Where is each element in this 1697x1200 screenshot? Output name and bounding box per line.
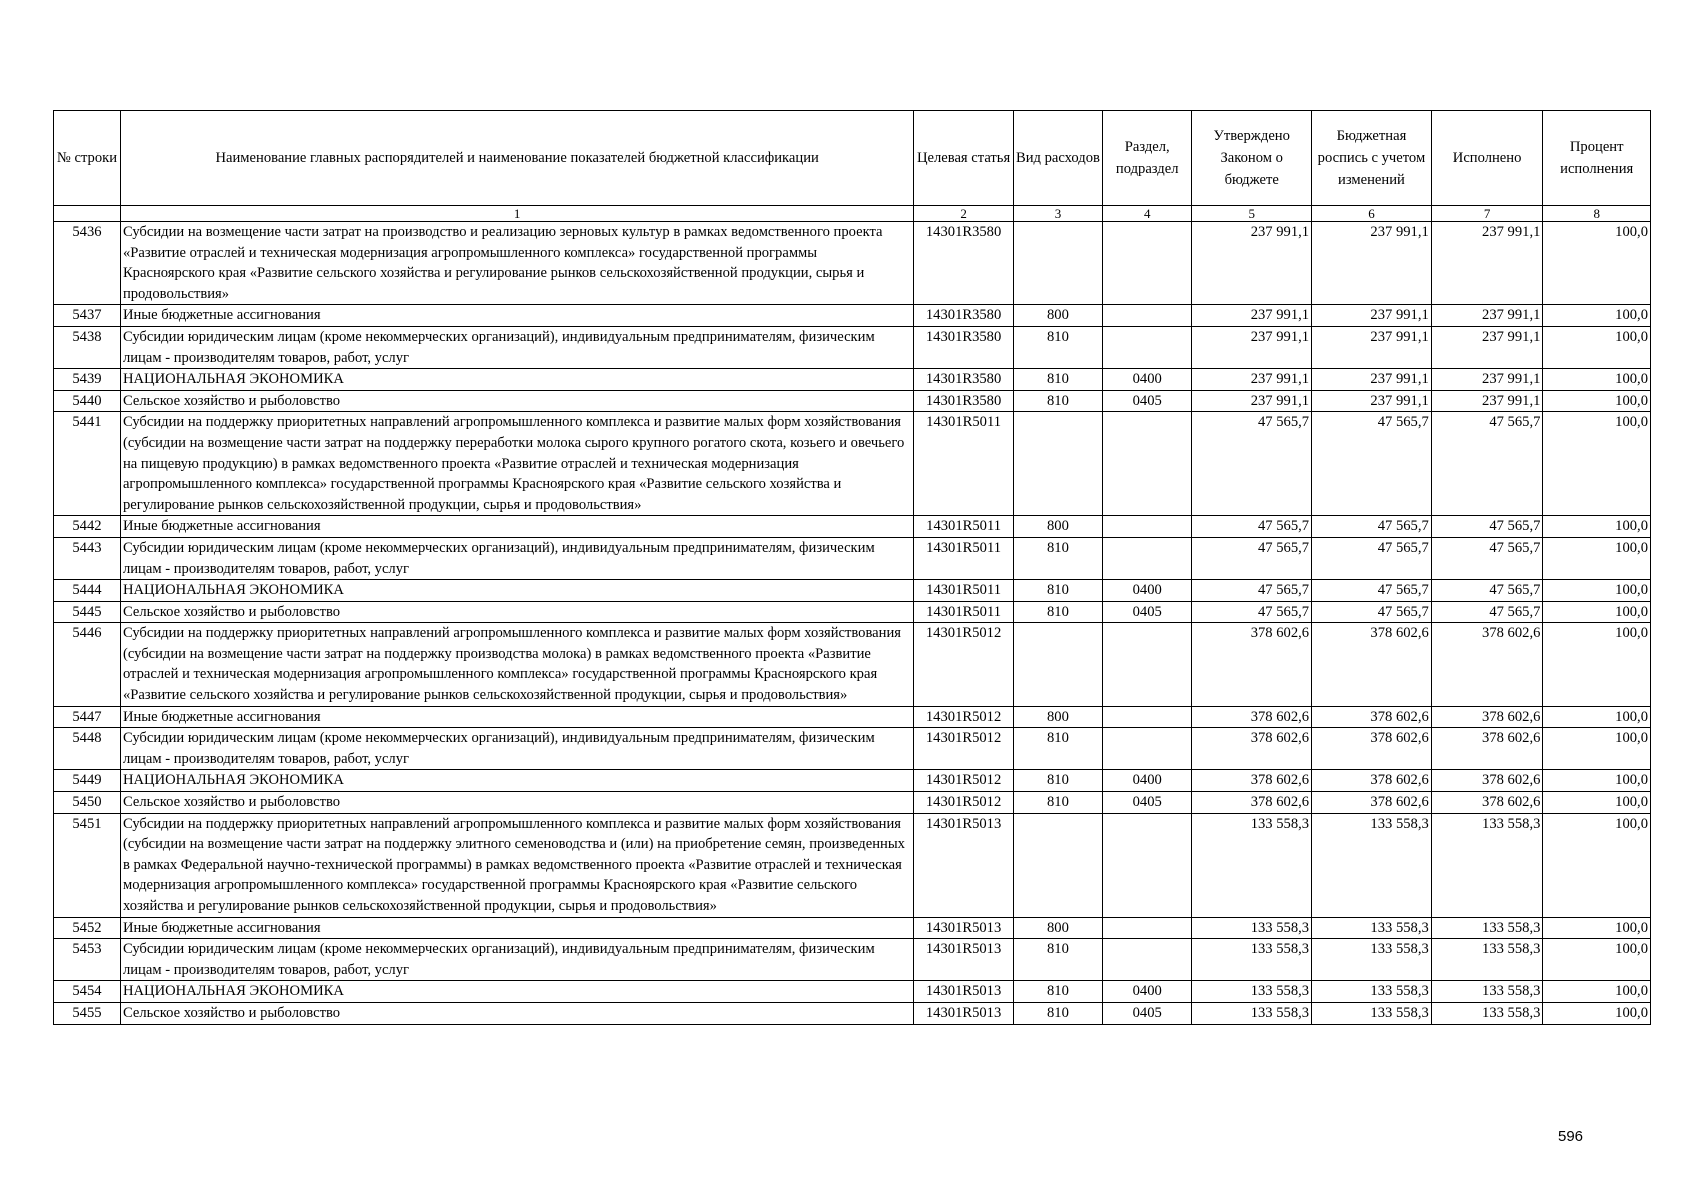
target-article-cell: 14301R5011: [914, 537, 1013, 579]
executed-amount-cell: 47 565,7: [1431, 537, 1543, 579]
row-number-cell: 5444: [54, 580, 121, 602]
percent-cell: 100,0: [1543, 390, 1651, 412]
target-article-cell: 14301R5012: [914, 706, 1013, 728]
target-article-cell: 14301R5011: [914, 516, 1013, 538]
budget-list-amount-cell: 237 991,1: [1312, 369, 1432, 391]
header-percent: Процент исполнения: [1543, 111, 1651, 206]
percent-cell: 100,0: [1543, 1002, 1651, 1024]
expense-kind-cell: [1013, 813, 1102, 917]
table-row: [54, 580, 1651, 602]
column-number: 3: [1013, 206, 1102, 222]
executed-amount-cell: 237 991,1: [1431, 305, 1543, 327]
budget-list-amount-cell: 378 602,6: [1312, 728, 1432, 770]
row-name-cell: Субсидии юридическим лицам (кроме некоммерческих организаций), индивидуальным предпринимателям, физическим лицам - производителям товаров, работ, услуг: [120, 728, 913, 770]
section-cell: [1103, 516, 1192, 538]
approved-amount-cell: 47 565,7: [1192, 412, 1312, 516]
expense-kind-cell: 810: [1013, 326, 1102, 368]
budget-list-amount-cell: 133 558,3: [1312, 939, 1432, 981]
column-number: 2: [914, 206, 1013, 222]
header-expense-kind: Вид расходов: [1013, 111, 1102, 206]
executed-amount-cell: 47 565,7: [1431, 516, 1543, 538]
expense-kind-cell: 810: [1013, 390, 1102, 412]
section-cell: 0405: [1103, 1002, 1192, 1024]
row-number-cell: 5450: [54, 792, 121, 814]
column-number: 4: [1103, 206, 1192, 222]
approved-amount-cell: 378 602,6: [1192, 792, 1312, 814]
executed-amount-cell: 378 602,6: [1431, 623, 1543, 706]
percent-cell: 100,0: [1543, 939, 1651, 981]
row-number-cell: 5436: [54, 222, 121, 305]
row-name-cell: Иные бюджетные ассигнования: [120, 706, 913, 728]
percent-cell: 100,0: [1543, 917, 1651, 939]
section-cell: 0400: [1103, 580, 1192, 602]
expense-kind-cell: 810: [1013, 580, 1102, 602]
approved-amount-cell: 237 991,1: [1192, 305, 1312, 327]
executed-amount-cell: 378 602,6: [1431, 706, 1543, 728]
budget-list-amount-cell: 237 991,1: [1312, 390, 1432, 412]
approved-amount-cell: 133 558,3: [1192, 939, 1312, 981]
expense-kind-cell: 810: [1013, 939, 1102, 981]
executed-amount-cell: 378 602,6: [1431, 770, 1543, 792]
percent-cell: 100,0: [1543, 981, 1651, 1003]
budget-list-amount-cell: 47 565,7: [1312, 537, 1432, 579]
section-cell: 0400: [1103, 770, 1192, 792]
section-cell: 0400: [1103, 981, 1192, 1003]
approved-amount-cell: 237 991,1: [1192, 369, 1312, 391]
row-number-cell: 5447: [54, 706, 121, 728]
approved-amount-cell: 378 602,6: [1192, 728, 1312, 770]
row-name-cell: НАЦИОНАЛЬНАЯ ЭКОНОМИКА: [120, 770, 913, 792]
target-article-cell: 14301R3580: [914, 305, 1013, 327]
target-article-cell: 14301R3580: [914, 390, 1013, 412]
table-row: [54, 792, 1651, 814]
executed-amount-cell: 378 602,6: [1431, 728, 1543, 770]
section-cell: 0400: [1103, 369, 1192, 391]
expense-kind-cell: 810: [1013, 792, 1102, 814]
row-name-cell: НАЦИОНАЛЬНАЯ ЭКОНОМИКА: [120, 981, 913, 1003]
page-number: 596: [1558, 1128, 1584, 1145]
row-number-cell: 5452: [54, 917, 121, 939]
table-row: [54, 537, 1651, 579]
executed-amount-cell: 378 602,6: [1431, 792, 1543, 814]
approved-amount-cell: 47 565,7: [1192, 537, 1312, 579]
approved-amount-cell: 47 565,7: [1192, 516, 1312, 538]
column-number: 5: [1192, 206, 1312, 222]
executed-amount-cell: 47 565,7: [1431, 580, 1543, 602]
budget-list-amount-cell: 47 565,7: [1312, 412, 1432, 516]
header-section: Раздел, подраздел: [1103, 111, 1192, 206]
column-number: 7: [1431, 206, 1543, 222]
percent-cell: 100,0: [1543, 813, 1651, 917]
row-number-cell: 5448: [54, 728, 121, 770]
section-cell: [1103, 222, 1192, 305]
table-row: [54, 601, 1651, 623]
table-row: [54, 1002, 1651, 1024]
budget-list-amount-cell: 378 602,6: [1312, 706, 1432, 728]
table-row: [54, 305, 1651, 327]
section-cell: [1103, 917, 1192, 939]
table-row: [54, 516, 1651, 538]
executed-amount-cell: 237 991,1: [1431, 390, 1543, 412]
row-number-cell: 5455: [54, 1002, 121, 1024]
approved-amount-cell: 133 558,3: [1192, 1002, 1312, 1024]
expense-kind-cell: 800: [1013, 305, 1102, 327]
executed-amount-cell: 47 565,7: [1431, 601, 1543, 623]
table-row: [54, 326, 1651, 368]
header-name: Наименование главных распорядителей и наименование показателей бюджетной классификации: [120, 111, 913, 206]
row-number-cell: 5445: [54, 601, 121, 623]
approved-amount-cell: 47 565,7: [1192, 601, 1312, 623]
row-name-cell: Субсидии юридическим лицам (кроме некоммерческих организаций), индивидуальным предпринимателям, физическим лицам - производителям товаров, работ, услуг: [120, 326, 913, 368]
executed-amount-cell: 47 565,7: [1431, 412, 1543, 516]
column-number: 6: [1312, 206, 1432, 222]
section-cell: 0405: [1103, 390, 1192, 412]
approved-amount-cell: 133 558,3: [1192, 981, 1312, 1003]
percent-cell: 100,0: [1543, 580, 1651, 602]
column-number: 1: [120, 206, 913, 222]
budget-list-amount-cell: 47 565,7: [1312, 516, 1432, 538]
header-row-number: № строки: [54, 111, 121, 206]
table-row: [54, 706, 1651, 728]
row-number-cell: 5440: [54, 390, 121, 412]
budget-list-amount-cell: 133 558,3: [1312, 1002, 1432, 1024]
target-article-cell: 14301R5013: [914, 813, 1013, 917]
column-number-row: [54, 206, 1651, 222]
header-row: [54, 111, 1651, 206]
expense-kind-cell: 810: [1013, 601, 1102, 623]
executed-amount-cell: 237 991,1: [1431, 369, 1543, 391]
row-name-cell: Субсидии на поддержку приоритетных направлений агропромышленного комплекса и развитие малых форм хозяйствования (субсидии на возмещение части затрат на поддержку элитного семеноводства и (или) на приобретение семян, произведенных в рамках Федеральной научно-технической программы) в рамках ведомственного проекта «Развитие отраслей и техническая модернизация агропромышленного комплекса» государственной программы Красноярского края «Развитие сельского хозяйства и регулирование рынков сельскохозяйственной продукции, сырья и продовольствия»: [120, 813, 913, 917]
expense-kind-cell: 810: [1013, 728, 1102, 770]
row-name-cell: Сельское хозяйство и рыболовство: [120, 601, 913, 623]
row-number-cell: 5441: [54, 412, 121, 516]
approved-amount-cell: 47 565,7: [1192, 580, 1312, 602]
row-name-cell: Субсидии на возмещение части затрат на производство и реализацию зерновых культур в рамках ведомственного проекта «Развитие отраслей и техническая модернизация агропромышленного комплекса» государственной программы Красноярского края «Развитие сельского хозяйства и регулирование рынков сельскохозяйственной продукции, сырья и продовольствия»: [120, 222, 913, 305]
section-cell: 0405: [1103, 792, 1192, 814]
approved-amount-cell: 237 991,1: [1192, 390, 1312, 412]
row-name-cell: Субсидии на поддержку приоритетных направлений агропромышленного комплекса и развитие малых форм хозяйствования (субсидии на возмещение части затрат на поддержку производства молока) в рамках ведомственного проекта «Развитие отраслей и техническая модернизация агропромышленного комплекса» государственной программы Красноярского края «Развитие сельского хозяйства и регулирование рынков сельскохозяйственной продукции, сырья и продовольствия»: [120, 623, 913, 706]
target-article-cell: 14301R5012: [914, 728, 1013, 770]
approved-amount-cell: 133 558,3: [1192, 917, 1312, 939]
section-cell: [1103, 326, 1192, 368]
executed-amount-cell: 237 991,1: [1431, 222, 1543, 305]
row-name-cell: Субсидии юридическим лицам (кроме некоммерческих организаций), индивидуальным предпринимателям, физическим лицам - производителям товаров, работ, услуг: [120, 939, 913, 981]
expense-kind-cell: 810: [1013, 1002, 1102, 1024]
expense-kind-cell: 810: [1013, 537, 1102, 579]
executed-amount-cell: 133 558,3: [1431, 981, 1543, 1003]
target-article-cell: 14301R3580: [914, 222, 1013, 305]
row-name-cell: Сельское хозяйство и рыболовство: [120, 792, 913, 814]
row-number-cell: 5442: [54, 516, 121, 538]
section-cell: [1103, 813, 1192, 917]
column-number: [54, 206, 121, 222]
budget-list-amount-cell: 133 558,3: [1312, 917, 1432, 939]
table-row: [54, 412, 1651, 516]
header-executed: Исполнено: [1431, 111, 1543, 206]
budget-list-amount-cell: 47 565,7: [1312, 580, 1432, 602]
percent-cell: 100,0: [1543, 770, 1651, 792]
budget-list-amount-cell: 378 602,6: [1312, 792, 1432, 814]
executed-amount-cell: 133 558,3: [1431, 939, 1543, 981]
row-number-cell: 5437: [54, 305, 121, 327]
budget-list-amount-cell: 237 991,1: [1312, 305, 1432, 327]
percent-cell: 100,0: [1543, 326, 1651, 368]
section-cell: [1103, 412, 1192, 516]
percent-cell: 100,0: [1543, 305, 1651, 327]
section-cell: [1103, 728, 1192, 770]
target-article-cell: 14301R5012: [914, 770, 1013, 792]
percent-cell: 100,0: [1543, 792, 1651, 814]
section-cell: [1103, 706, 1192, 728]
expense-kind-cell: [1013, 222, 1102, 305]
target-article-cell: 14301R3580: [914, 326, 1013, 368]
percent-cell: 100,0: [1543, 728, 1651, 770]
executed-amount-cell: 133 558,3: [1431, 813, 1543, 917]
percent-cell: 100,0: [1543, 623, 1651, 706]
row-number-cell: 5451: [54, 813, 121, 917]
table-row: [54, 917, 1651, 939]
expense-kind-cell: 810: [1013, 369, 1102, 391]
expense-kind-cell: 810: [1013, 770, 1102, 792]
approved-amount-cell: 378 602,6: [1192, 706, 1312, 728]
row-name-cell: НАЦИОНАЛЬНАЯ ЭКОНОМИКА: [120, 580, 913, 602]
executed-amount-cell: 237 991,1: [1431, 326, 1543, 368]
percent-cell: 100,0: [1543, 516, 1651, 538]
executed-amount-cell: 133 558,3: [1431, 917, 1543, 939]
table-row: [54, 981, 1651, 1003]
approved-amount-cell: 237 991,1: [1192, 222, 1312, 305]
budget-list-amount-cell: 378 602,6: [1312, 623, 1432, 706]
table-row: [54, 623, 1651, 706]
budget-list-amount-cell: 237 991,1: [1312, 326, 1432, 368]
row-number-cell: 5439: [54, 369, 121, 391]
budget-list-amount-cell: 133 558,3: [1312, 813, 1432, 917]
percent-cell: 100,0: [1543, 222, 1651, 305]
approved-amount-cell: 378 602,6: [1192, 623, 1312, 706]
executed-amount-cell: 133 558,3: [1431, 1002, 1543, 1024]
percent-cell: 100,0: [1543, 706, 1651, 728]
approved-amount-cell: 237 991,1: [1192, 326, 1312, 368]
row-name-cell: НАЦИОНАЛЬНАЯ ЭКОНОМИКА: [120, 369, 913, 391]
target-article-cell: 14301R5013: [914, 981, 1013, 1003]
table-row: [54, 770, 1651, 792]
target-article-cell: 14301R5011: [914, 580, 1013, 602]
row-number-cell: 5454: [54, 981, 121, 1003]
row-number-cell: 5446: [54, 623, 121, 706]
row-name-cell: Сельское хозяйство и рыболовство: [120, 1002, 913, 1024]
row-number-cell: 5449: [54, 770, 121, 792]
expense-kind-cell: [1013, 412, 1102, 516]
section-cell: [1103, 939, 1192, 981]
budget-list-amount-cell: 133 558,3: [1312, 981, 1432, 1003]
expense-kind-cell: 810: [1013, 981, 1102, 1003]
target-article-cell: 14301R5012: [914, 623, 1013, 706]
row-name-cell: Иные бюджетные ассигнования: [120, 917, 913, 939]
row-number-cell: 5453: [54, 939, 121, 981]
percent-cell: 100,0: [1543, 369, 1651, 391]
percent-cell: 100,0: [1543, 412, 1651, 516]
row-name-cell: Иные бюджетные ассигнования: [120, 516, 913, 538]
expense-kind-cell: 800: [1013, 516, 1102, 538]
header-approved: Утверждено Законом о бюджете: [1192, 111, 1312, 206]
row-name-cell: Субсидии на поддержку приоритетных направлений агропромышленного комплекса и развитие малых форм хозяйствования (субсидии на возмещение части затрат на поддержку переработки молока сырого крупного рогатого скота, козьего и овечьего на пищевую продукцию) в рамках ведомственного проекта «Развитие отраслей и техническая модернизация агропромышленного комплекса» государственной программы Красноярского края «Развитие сельского хозяйства и регулирование рынков сельскохозяйственной продукции, сырья и продовольствия»: [120, 412, 913, 516]
row-name-cell: Субсидии юридическим лицам (кроме некоммерческих организаций), индивидуальным предпринимателям, физическим лицам - производителям товаров, работ, услуг: [120, 537, 913, 579]
row-name-cell: Сельское хозяйство и рыболовство: [120, 390, 913, 412]
percent-cell: 100,0: [1543, 537, 1651, 579]
table-row: [54, 369, 1651, 391]
target-article-cell: 14301R5011: [914, 601, 1013, 623]
approved-amount-cell: 378 602,6: [1192, 770, 1312, 792]
table-row: [54, 222, 1651, 305]
table-row: [54, 728, 1651, 770]
target-article-cell: 14301R5013: [914, 917, 1013, 939]
expense-kind-cell: 800: [1013, 706, 1102, 728]
budget-execution-table: [53, 110, 1651, 1025]
target-article-cell: 14301R5013: [914, 939, 1013, 981]
table-row: [54, 813, 1651, 917]
expense-kind-cell: [1013, 623, 1102, 706]
column-number: 8: [1543, 206, 1651, 222]
target-article-cell: 14301R3580: [914, 369, 1013, 391]
expense-kind-cell: 800: [1013, 917, 1102, 939]
table-row: [54, 390, 1651, 412]
budget-list-amount-cell: 378 602,6: [1312, 770, 1432, 792]
table-row: [54, 939, 1651, 981]
percent-cell: 100,0: [1543, 601, 1651, 623]
section-cell: 0405: [1103, 601, 1192, 623]
budget-list-amount-cell: 47 565,7: [1312, 601, 1432, 623]
section-cell: [1103, 305, 1192, 327]
header-target-article: Целевая статья: [914, 111, 1013, 206]
section-cell: [1103, 537, 1192, 579]
budget-list-amount-cell: 237 991,1: [1312, 222, 1432, 305]
row-number-cell: 5443: [54, 537, 121, 579]
target-article-cell: 14301R5012: [914, 792, 1013, 814]
header-budget-list: Бюджетная роспись с учетом изменений: [1312, 111, 1432, 206]
section-cell: [1103, 623, 1192, 706]
row-name-cell: Иные бюджетные ассигнования: [120, 305, 913, 327]
approved-amount-cell: 133 558,3: [1192, 813, 1312, 917]
target-article-cell: 14301R5013: [914, 1002, 1013, 1024]
target-article-cell: 14301R5011: [914, 412, 1013, 516]
row-number-cell: 5438: [54, 326, 121, 368]
